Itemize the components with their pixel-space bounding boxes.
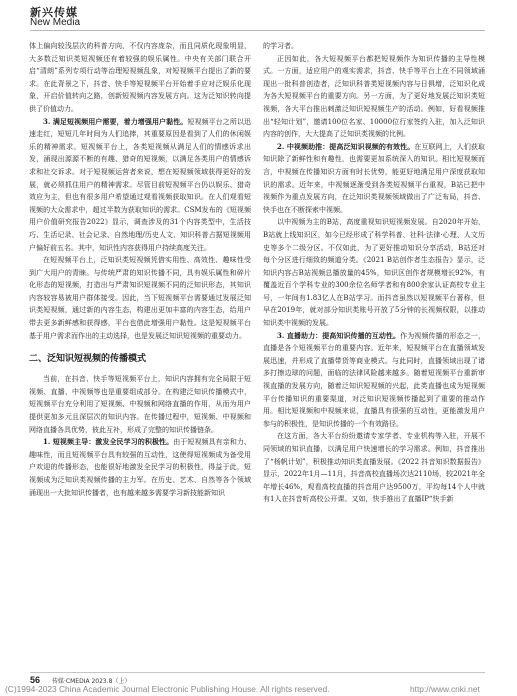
header-divider (30, 30, 485, 31)
column-title-zh: 新兴传媒 (30, 6, 78, 19)
paragraph: 体上偏向较浅层次的科普方向，不仅内容庞杂，而且同质化现象明显，大多数泛知识类短视频还有着较强的娱乐属性。中央有关部门联合开启“清朗”系列专项行动等治理短视频乱象，对短视频平台提出了新的要求。在此背景之下，抖音、快手等短视频平台开始着手应对泛娱乐化现象，开启价值转向之路，创新短视频内容发展方向。这为泛知识转向提供了价值动力。 (29, 42, 251, 113)
paragraph: 以中视频为主的B站，高度重视知识短视频发展。自2020年开始，B站就上线知识区，如今已经形成了科学科普、社科·法律·心理、人文历史等多个二级分区。不仅如此，为了更好推动知识分享活动，B站还对每个分区进行细致的频道分类。《2021 B站创作者生态报告》显示，泛知识内容占B站视频总播放量的45%，知识区创作者规模增长92%，有覆盖近百个学科专业的300余位名师学者和有800余家认证高校专业主号，一年间有1.83亿人在B站学习。而抖音虽然以短视频平台著称，但早在2019年，就对部分知识类账号开放了5分钟的长视频权限，以推动知识类中视频的发展。 (263, 218, 485, 328)
website-link[interactable]: http://www.cnki.net (410, 684, 480, 694)
paragraph: 在这方面，各大平台纷纷邀请专家学者、专业机构等入驻，开展不同领域的知识直播，以满足用户快速增长的学习需求。例如，抖音推出了“杨帆计划”，积极推动知识类直播发展。《2022 抖音知识数据报告》显示，2022年1月—11月，抖音高校直播场次达2110场，较2021年全年增长46%，观看高校直播的抖音用户达9500万，平均每14个人中就有1人在抖音听高校公开课。又如，快手推出了直播IP“快手新 (263, 432, 485, 504)
paragraph: 在短视频平台上，泛知识类短视频凭借实用性、高效性、趣味性受到广大用户的青睐。与传统严肃的知识传播不同，具有娱乐属性和碎片化形态的短视频，打造出与严肃知识短视频不同的泛知识形态，其知识内容较容易被用户群体接受。因此，当下短视频平台需要通过发展泛知识类短视频，通过新的内容生态，构建出更加丰富的内容生态，给用户带去更多新鲜感和获得感，平台也借此增强用户黏性。这是短视频平台基于用户需求而作出的主动选择，也是发展泛知识短视频的重要动力。 (29, 256, 251, 340)
paragraph: 1. 短视频主导：激发全民学习的积极性。由于短视频具有亲和力、趣味性，而且短视频平台具有较强的互动性，这使得短视频成为备受用户欢迎的传播形态，也能很好地激发全民学习的积极性，得益于此，短视频成为泛知识类视频传播的主力军。在历史、艺术、自然等各个领域涌现出一大批知识传播者，也有越来越多需要学习新技能新知识 (29, 437, 252, 497)
paragraph: 3. 满足短视频用户需要，着力增强用户黏性。短视频平台之所以迅速走红，短短几年时间为人们追捧，其重要原因是看到了人们的休闲娱乐的精神需求。短视频平台上，各类短视频从满足人们的情感诉求出发，涌现出源源不断的有趣、猎奇的短视频，以满足各类用户的情感诉求和社交诉求。对于短视频运营者来说，想在短视频领域获得更好的发展，就必须抓住用户的精神需求。尽管目前短视频平台仍以娱乐、猎奇效应为主，但也有很多用户希望通过观看视频获取知识。在人们观看短视频的大众需求中，超过半数为获取知识的需求。CSM发布的《短视频用户价值研究报告2022》显示，调查涉及的31个内容类型中，生活技巧、生活记录、社会记录、自然地理/历史人文、知识科普占据短视频用户偏好前五名。其中，知识性内容获得用户持续高度关注。 (29, 116, 252, 252)
paragraph: 正因如此，各大短视频平台都把短视频作为知识传播的主导性模式。一方面，适应用户的观实需求，抖音、快手等平台上在不同领域涌现出一批科普创造者，泛知识科普类短视频内容与日俱增，泛知识化成为各大短视频平台的重要方向。另一方面，为了更好地发展泛知识类短视频，各大平台推出刺激泛知识短视频生产的活动。例如，好看视频推出“轻知计划”，邀请100位名家、10000位行家签约入驻，加入泛知识内容的创作，大大提高了泛知识类视频的比例。 (263, 54, 485, 139)
section-heading: 二、泛知识短视频的传播模式 (29, 354, 147, 365)
page-number: 56 (30, 675, 41, 685)
column-title-en: New Media (30, 17, 81, 28)
left-column (29, 40, 251, 499)
magazine-info: 传媒·CMEDIA 2023.8（上） (52, 678, 131, 685)
paragraph: 3. 直播助力：提高知识传播的互动性。作为视频传播的形态之一，直播是各个短视频平台的重要内容。近年来，短视频平台在直播领域发展迅速，并形成了直播带货等商业模式。与此同时，直播领域出现了诸多打擦边球的问题，面临的法律风险越来越多。随着短视频平台重新审视直播的发展方向，随着泛知识短视频的兴起，此类直播也成为短视频平台传播知识的重要渠道，对泛知识短视频传播起到了重要的推动作用。相比短视频和中视频来说，直播具有很强的互动性，更能激发用户参与的积极性，是知识传播的一个有效路径。 (263, 330, 486, 428)
copyright-notice: (C)1994-2023 China Academic Journal Electronic Publishing House. All rights reserved. (5, 684, 330, 694)
paragraph: 当前，在抖音、快手等短视频平台上，知识内容拥有完全局限于短视频、直播、中视频等也是重要组成部分。在构建泛知识传播模式中，短视频平台充分利用了短视频、中视频和网络直播的作用，从而为用户提供更加多元且深层次的知识内容。在传播过程中，短视频、中视频和网络直播各具优势，彼此互补，形成了完整的知识传播链条。 (29, 375, 251, 434)
footer-divider (30, 672, 485, 673)
right-column (263, 40, 485, 506)
paragraph: 的学习者。 (263, 42, 298, 50)
paragraph: 2. 中视频助推：提高泛知识视频的有效性。在互联网上，人们获取知识除了新鲜性和有趣性，也需要更加系统深入的知识。相比短视频而言，中视频在传播知识方面有时长优势，能更好地满足用户深度获取知识的需求。近年来，中视频逐渐受到各类短视频平台重视，B站已把中视频作为重点发展方向，在泛知识类视频领域做出了广泛布局，抖音、快手也在不断探索中视频。 (263, 141, 486, 214)
page-footer (0, 672, 517, 696)
page-header (0, 0, 517, 30)
